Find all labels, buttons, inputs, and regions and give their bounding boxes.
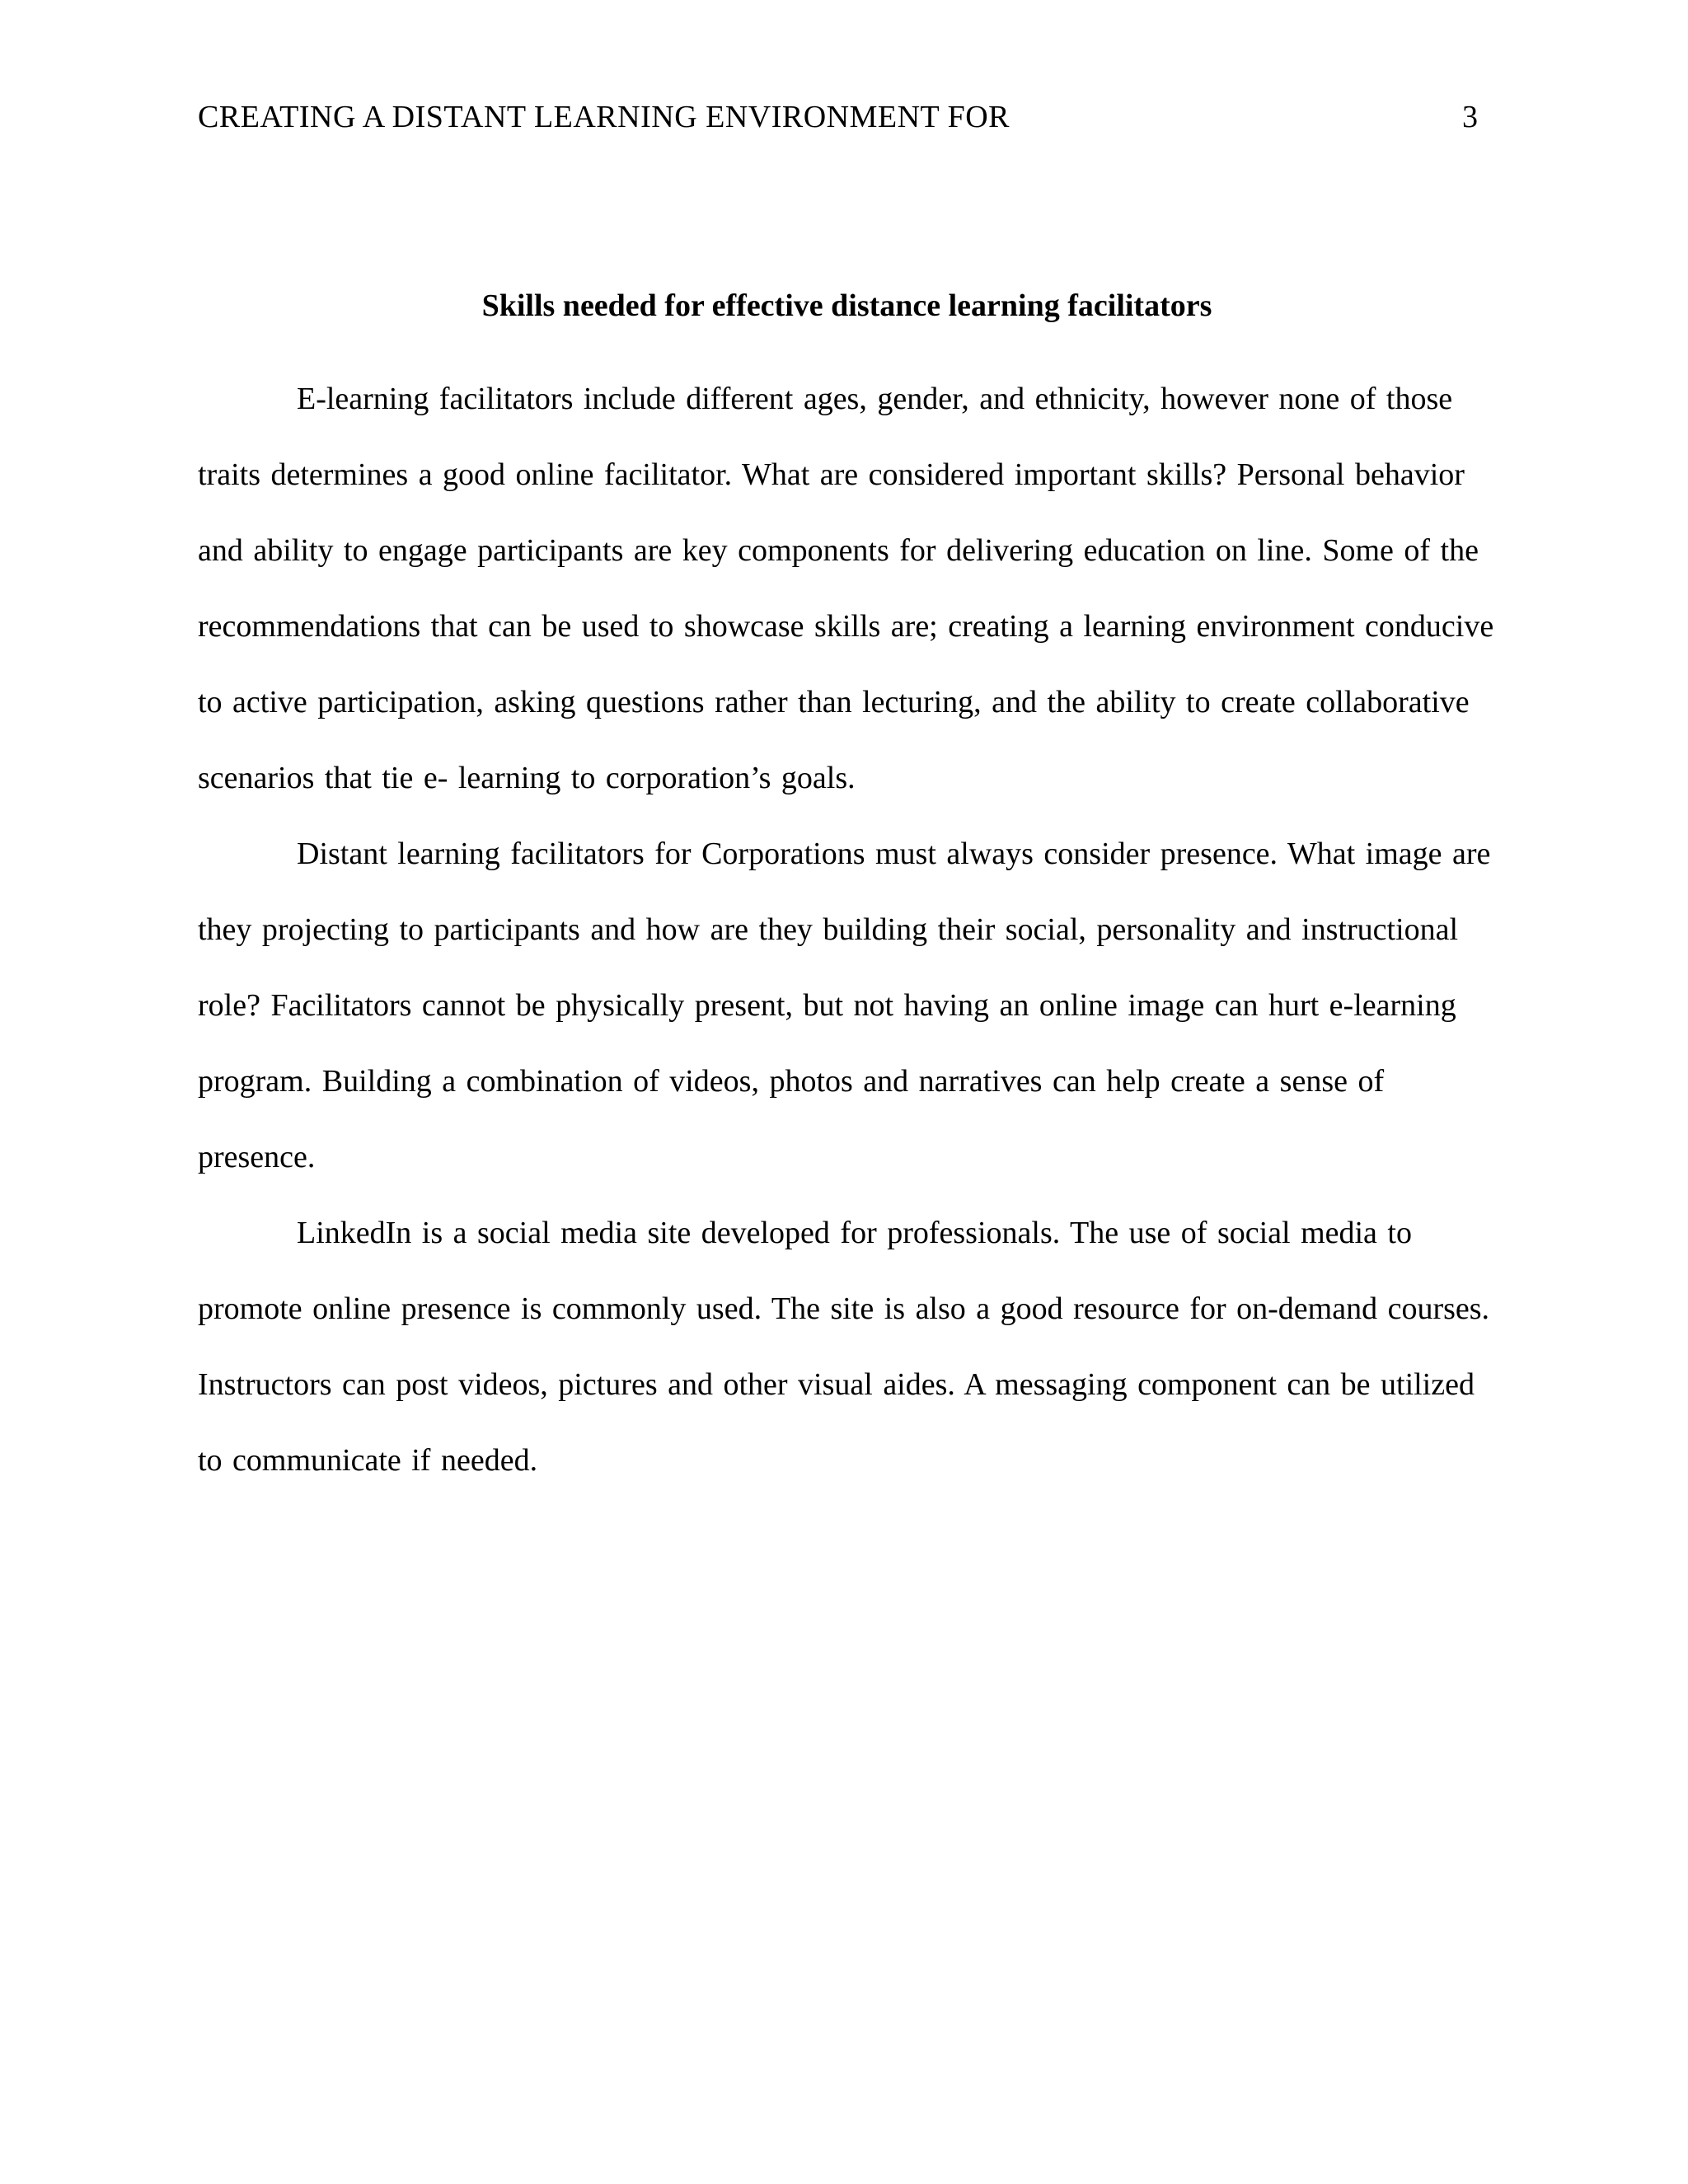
paragraph-elearning-skills: E-learning facilitators include different ages, gender, and ethnicity, however none of those traits determines a good online facilitator. What are considered important skills? Personal behavior and ability to engage participants are key components for delivering education on line. Some of the recommendations that can be used to showcase skills are; creating a learning environment conducive to active participation, asking questions rather than lecturing, and the ability to create collaborative scenarios that tie e- learning to corporation’s goals. (198, 382, 1494, 795)
page-number: 3 (1462, 100, 1478, 134)
body-text (198, 361, 1496, 1498)
running-head: CREATING A DISTANT LEARNING ENVIRONMENT FOR (198, 100, 1010, 134)
paragraph-presence: Distant learning facilitators for Corporations must always consider presence. What image are they projecting to participants and how are they building their social, personality and instructional role? Facilitators cannot be physically present, but not having an online image can hurt e-learning program. Building a combination of videos, photos and narratives can help create a sense of presence. (198, 837, 1491, 1174)
paragraph-linkedin: LinkedIn is a social media site developed for professionals. The use of social media to promote online presence is commonly used. The site is also a good resource for on-demand courses. Instructors can post videos, pictures and other visual aides. A messaging component can be utilized to communicate if needed. (198, 1216, 1490, 1478)
section-heading: Skills needed for effective distance learning facilitators (481, 288, 1212, 323)
